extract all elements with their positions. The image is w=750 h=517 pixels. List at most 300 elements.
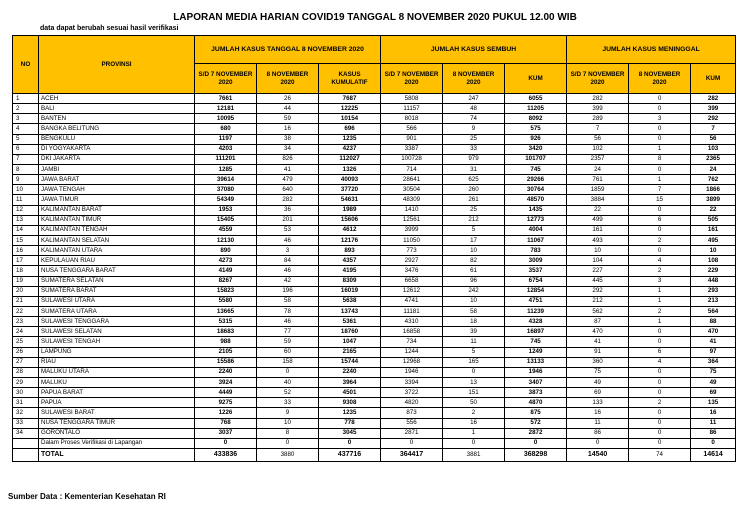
value-cell: 12176	[319, 235, 381, 245]
value-cell: 49	[567, 377, 629, 387]
value-cell: 3037	[195, 428, 257, 438]
value-cell: 640	[257, 185, 319, 195]
value-cell: 1859	[567, 185, 629, 195]
table-row	[13, 428, 736, 438]
total-row	[13, 448, 736, 461]
value-cell: 1249	[505, 347, 567, 357]
value-cell: 196	[257, 286, 319, 296]
header-sembuh-group: JUMLAH KASUS SEMBUH	[381, 36, 567, 64]
value-cell: 1244	[381, 347, 443, 357]
value-cell: 2	[629, 266, 691, 276]
value-cell: 25	[443, 205, 505, 215]
value-cell: 41	[691, 337, 736, 347]
value-cell: 2	[443, 408, 505, 418]
value-cell: 59	[257, 337, 319, 347]
header-kasus-today: 8 NOVEMBER 2020	[257, 64, 319, 94]
row-number-cell	[13, 438, 39, 448]
value-cell: 3476	[381, 266, 443, 276]
table-row	[13, 195, 736, 205]
value-cell: 261	[443, 195, 505, 205]
value-cell: 30504	[381, 185, 443, 195]
value-cell: 1946	[505, 367, 567, 377]
value-cell: 86	[691, 428, 736, 438]
province-name-cell: BENGKULU	[39, 134, 195, 144]
value-cell: 247	[443, 94, 505, 104]
value-cell: 773	[381, 246, 443, 256]
value-cell: 10	[443, 246, 505, 256]
value-cell: 783	[505, 246, 567, 256]
value-cell: 470	[567, 327, 629, 337]
value-cell: 2	[629, 398, 691, 408]
value-cell: 762	[691, 175, 736, 185]
value-cell: 18683	[195, 327, 257, 337]
value-cell: 97	[691, 347, 736, 357]
value-cell: 470	[691, 327, 736, 337]
value-cell: 5	[443, 347, 505, 357]
value-cell: 5361	[319, 317, 381, 327]
value-cell: 11181	[381, 306, 443, 316]
header-kasus-kum: KASUS KUMULATIF	[319, 64, 381, 94]
value-cell: 11	[567, 418, 629, 428]
value-cell: 4	[629, 256, 691, 266]
value-cell: 4357	[319, 256, 381, 266]
value-cell: 54349	[195, 195, 257, 205]
value-cell: 0	[443, 438, 505, 448]
value-cell: 15823	[195, 286, 257, 296]
total-sembuh-today: 3881	[443, 448, 505, 461]
value-cell: 165	[443, 357, 505, 367]
table-row	[13, 357, 736, 367]
value-cell: 12130	[195, 235, 257, 245]
value-cell: 2105	[195, 347, 257, 357]
row-number-cell: 6	[13, 144, 39, 154]
value-cell: 11067	[505, 235, 567, 245]
value-cell: 11050	[381, 235, 443, 245]
value-cell: 3537	[505, 266, 567, 276]
value-cell: 2240	[319, 367, 381, 377]
value-cell: 16	[443, 418, 505, 428]
value-cell: 33	[443, 144, 505, 154]
value-cell: 3045	[319, 428, 381, 438]
province-name-cell: KALIMANTAN TENGAH	[39, 225, 195, 235]
value-cell: 24	[691, 164, 736, 174]
value-cell: 745	[505, 337, 567, 347]
province-name-cell: PAPUA BARAT	[39, 388, 195, 398]
value-cell: 9275	[195, 398, 257, 408]
value-cell: 3999	[381, 225, 443, 235]
row-number-cell: 18	[13, 266, 39, 276]
province-name-cell: SULAWESI TENGGARA	[39, 317, 195, 327]
value-cell: 10	[567, 246, 629, 256]
value-cell: 7	[567, 124, 629, 134]
province-name-cell: ACEH	[39, 94, 195, 104]
covid-data-table	[12, 35, 736, 462]
value-cell: 17	[443, 235, 505, 245]
row-number-cell: 30	[13, 388, 39, 398]
value-cell: 493	[567, 235, 629, 245]
total-meninggal-kum: 14614	[691, 448, 736, 461]
verification-note: data dapat berubah sesuai hasil verifikasi	[40, 25, 179, 32]
row-number-cell: 17	[13, 256, 39, 266]
row-number-cell: 25	[13, 337, 39, 347]
value-cell: 41	[257, 164, 319, 174]
value-cell: 292	[567, 286, 629, 296]
header-kasus-group: JUMLAH KASUS TANGGAL 8 NOVEMBER 2020	[195, 36, 381, 64]
value-cell: 46	[257, 266, 319, 276]
province-name-cell: JAWA TENGAH	[39, 185, 195, 195]
row-number-cell: 4	[13, 124, 39, 134]
value-cell: 13	[443, 377, 505, 387]
value-cell: 4195	[319, 266, 381, 276]
value-cell: 445	[567, 276, 629, 286]
value-cell: 56	[567, 134, 629, 144]
value-cell: 161	[567, 225, 629, 235]
province-name-cell: BANTEN	[39, 114, 195, 124]
value-cell: 0	[629, 367, 691, 377]
row-number-cell: 33	[13, 418, 39, 428]
value-cell: 0	[629, 205, 691, 215]
value-cell: 44	[257, 104, 319, 114]
row-number-cell: 1	[13, 94, 39, 104]
value-cell: 5580	[195, 296, 257, 306]
province-name-cell: JAMBI	[39, 164, 195, 174]
value-cell: 3420	[505, 144, 567, 154]
row-number-cell: 21	[13, 296, 39, 306]
row-number-cell: 14	[13, 225, 39, 235]
header-sembuh-kum: KUM	[505, 64, 567, 94]
value-cell: 364	[691, 357, 736, 367]
total-kasus-today: 3880	[257, 448, 319, 461]
table-row	[13, 215, 736, 225]
province-name-cell: Dalam Proses Verifikasi di Lapangan	[39, 438, 195, 448]
table-row	[13, 154, 736, 164]
value-cell: 4741	[381, 296, 443, 306]
value-cell: 11157	[381, 104, 443, 114]
value-cell: 1326	[319, 164, 381, 174]
value-cell: 212	[443, 215, 505, 225]
value-cell: 4004	[505, 225, 567, 235]
row-number-cell: 10	[13, 185, 39, 195]
province-name-cell: SUMATERA UTARA	[39, 306, 195, 316]
value-cell: 0	[629, 428, 691, 438]
value-cell: 0	[629, 246, 691, 256]
province-name-cell: BALI	[39, 104, 195, 114]
province-name-cell: KEPULAUAN RIAU	[39, 256, 195, 266]
value-cell: 4310	[381, 317, 443, 327]
value-cell: 53	[257, 225, 319, 235]
value-cell: 0	[629, 134, 691, 144]
value-cell: 22	[567, 205, 629, 215]
value-cell: 0	[629, 388, 691, 398]
value-cell: 10	[257, 418, 319, 428]
value-cell: 6055	[505, 94, 567, 104]
value-cell: 58	[443, 306, 505, 316]
value-cell: 572	[505, 418, 567, 428]
value-cell: 4559	[195, 225, 257, 235]
value-cell: 102	[567, 144, 629, 154]
value-cell: 16	[257, 124, 319, 134]
value-cell: 4612	[319, 225, 381, 235]
value-cell: 4273	[195, 256, 257, 266]
row-number-cell: 19	[13, 276, 39, 286]
value-cell: 52	[257, 388, 319, 398]
row-number-cell: 24	[13, 327, 39, 337]
value-cell: 875	[505, 408, 567, 418]
value-cell: 575	[505, 124, 567, 134]
value-cell: 213	[691, 296, 736, 306]
value-cell: 0	[629, 164, 691, 174]
value-cell: 0	[505, 438, 567, 448]
row-number-cell: 15	[13, 235, 39, 245]
value-cell: 158	[257, 357, 319, 367]
value-cell: 37080	[195, 185, 257, 195]
value-cell: 88	[691, 317, 736, 327]
value-cell: 212	[567, 296, 629, 306]
value-cell: 0	[629, 327, 691, 337]
province-name-cell: JAWA TIMUR	[39, 195, 195, 205]
table-row	[13, 104, 736, 114]
province-name-cell: DKI JAKARTA	[39, 154, 195, 164]
value-cell: 48309	[381, 195, 443, 205]
table-row	[13, 317, 736, 327]
row-number-cell: 8	[13, 164, 39, 174]
value-cell: 8309	[319, 276, 381, 286]
province-name-cell: KALIMANTAN BARAT	[39, 205, 195, 215]
table-row	[13, 246, 736, 256]
value-cell: 13743	[319, 306, 381, 316]
value-cell: 12181	[195, 104, 257, 114]
table-row	[13, 266, 736, 276]
value-cell: 33	[257, 398, 319, 408]
value-cell: 479	[257, 175, 319, 185]
value-cell: 0	[381, 438, 443, 448]
header-sembuh-today: 8 NOVEMBER 2020	[443, 64, 505, 94]
value-cell: 0	[629, 124, 691, 134]
value-cell: 96	[443, 276, 505, 286]
value-cell: 0	[629, 225, 691, 235]
row-number-cell: 28	[13, 367, 39, 377]
value-cell: 22	[691, 205, 736, 215]
value-cell: 37720	[319, 185, 381, 195]
province-name-cell: SULAWESI UTARA	[39, 296, 195, 306]
row-number-cell: 34	[13, 428, 39, 438]
row-number-cell: 23	[13, 317, 39, 327]
value-cell: 4328	[505, 317, 567, 327]
value-cell: 289	[567, 114, 629, 124]
province-name-cell: SUMATERA BARAT	[39, 286, 195, 296]
value-cell: 0	[443, 367, 505, 377]
value-cell: 4751	[505, 296, 567, 306]
value-cell: 69	[567, 388, 629, 398]
value-cell: 108	[691, 256, 736, 266]
header-kasus-sd: S/D 7 NOVEMBER 2020	[195, 64, 257, 94]
province-name-cell: MALUKU	[39, 377, 195, 387]
value-cell: 6	[629, 215, 691, 225]
source-note: Sumber Data : Kementerian Kesehatan RI	[8, 492, 166, 501]
value-cell: 15586	[195, 357, 257, 367]
value-cell: 495	[691, 235, 736, 245]
value-cell: 26	[257, 94, 319, 104]
value-cell: 1	[629, 144, 691, 154]
value-cell: 0	[629, 418, 691, 428]
value-cell: 15744	[319, 357, 381, 367]
province-name-cell: KALIMANTAN SELATAN	[39, 235, 195, 245]
value-cell: 2	[629, 235, 691, 245]
value-cell: 36	[257, 205, 319, 215]
value-cell: 84	[257, 256, 319, 266]
value-cell: 1	[629, 286, 691, 296]
value-cell: 91	[567, 347, 629, 357]
value-cell: 4237	[319, 144, 381, 154]
value-cell: 13665	[195, 306, 257, 316]
value-cell: 16	[691, 408, 736, 418]
value-cell: 8267	[195, 276, 257, 286]
value-cell: 42	[257, 276, 319, 286]
value-cell: 2871	[381, 428, 443, 438]
value-cell: 77	[257, 327, 319, 337]
row-number-cell: 12	[13, 205, 39, 215]
value-cell: 2	[629, 306, 691, 316]
value-cell: 12561	[381, 215, 443, 225]
value-cell: 112027	[319, 154, 381, 164]
table-row	[13, 398, 736, 408]
value-cell: 10	[691, 246, 736, 256]
value-cell: 282	[691, 94, 736, 104]
value-cell: 0	[257, 367, 319, 377]
header-meninggal-kum: KUM	[691, 64, 736, 94]
table-row	[13, 185, 736, 195]
value-cell: 0	[629, 337, 691, 347]
value-cell: 499	[567, 215, 629, 225]
value-cell: 0	[257, 438, 319, 448]
value-cell: 11	[691, 418, 736, 428]
total-meninggal-today: 74	[629, 448, 691, 461]
value-cell: 566	[381, 124, 443, 134]
value-cell: 3407	[505, 377, 567, 387]
header-no: NO	[13, 36, 39, 94]
value-cell: 745	[505, 164, 567, 174]
value-cell: 101707	[505, 154, 567, 164]
total-sembuh-sd: 364417	[381, 448, 443, 461]
value-cell: 6754	[505, 276, 567, 286]
value-cell: 6	[629, 347, 691, 357]
value-cell: 696	[319, 124, 381, 134]
table-row	[13, 114, 736, 124]
value-cell: 292	[691, 114, 736, 124]
table-row	[13, 306, 736, 316]
value-cell: 58	[257, 296, 319, 306]
value-cell: 78	[257, 306, 319, 316]
value-cell: 10154	[319, 114, 381, 124]
province-name-cell: LAMPUNG	[39, 347, 195, 357]
value-cell: 46	[257, 235, 319, 245]
value-cell: 3	[629, 114, 691, 124]
table-row	[13, 205, 736, 215]
province-name-cell: MALUKU UTARA	[39, 367, 195, 377]
value-cell: 8	[257, 428, 319, 438]
row-number-cell: 16	[13, 246, 39, 256]
table-row	[13, 377, 736, 387]
table-row	[13, 134, 736, 144]
value-cell: 5638	[319, 296, 381, 306]
value-cell: 360	[567, 357, 629, 367]
province-name-cell: KALIMANTAN UTARA	[39, 246, 195, 256]
value-cell: 1235	[319, 408, 381, 418]
value-cell: 4870	[505, 398, 567, 408]
value-cell: 4501	[319, 388, 381, 398]
table-row	[13, 144, 736, 154]
table-row	[13, 94, 736, 104]
province-name-cell: PAPUA	[39, 398, 195, 408]
value-cell: 29266	[505, 175, 567, 185]
value-cell: 768	[195, 418, 257, 428]
value-cell: 16858	[381, 327, 443, 337]
value-cell: 46	[257, 317, 319, 327]
row-number-cell: 7	[13, 154, 39, 164]
value-cell: 890	[195, 246, 257, 256]
value-cell: 5	[443, 225, 505, 235]
table-row	[13, 286, 736, 296]
province-name-cell: SUMATERA SELATAN	[39, 276, 195, 286]
table-row	[13, 276, 736, 286]
value-cell: 54631	[319, 195, 381, 205]
value-cell: 15	[629, 195, 691, 205]
value-cell: 1	[629, 296, 691, 306]
value-cell: 680	[195, 124, 257, 134]
total-sembuh-kum: 368298	[505, 448, 567, 461]
table-row	[13, 164, 736, 174]
row-number-cell: 32	[13, 408, 39, 418]
value-cell: 41	[567, 337, 629, 347]
value-cell: 11	[443, 337, 505, 347]
value-cell: 18760	[319, 327, 381, 337]
value-cell: 7	[629, 185, 691, 195]
value-cell: 1197	[195, 134, 257, 144]
value-cell: 1047	[319, 337, 381, 347]
value-cell: 15606	[319, 215, 381, 225]
value-cell: 38	[257, 134, 319, 144]
value-cell: 12968	[381, 357, 443, 367]
value-cell: 104	[567, 256, 629, 266]
row-number-cell: 5	[13, 134, 39, 144]
value-cell: 8018	[381, 114, 443, 124]
province-name-cell: JAWA BARAT	[39, 175, 195, 185]
value-cell: 0	[629, 377, 691, 387]
value-cell: 0	[629, 104, 691, 114]
value-cell: 3884	[567, 195, 629, 205]
value-cell: 48570	[505, 195, 567, 205]
value-cell: 16	[567, 408, 629, 418]
province-name-cell: NUSA TENGGARA BARAT	[39, 266, 195, 276]
value-cell: 69	[691, 388, 736, 398]
row-number-cell: 9	[13, 175, 39, 185]
province-name-cell: GORONTALO	[39, 428, 195, 438]
report-title: LAPORAN MEDIA HARIAN COVID19 TANGGAL 8 NOVEMBER 2020 PUKUL 12.00 WIB	[173, 12, 577, 23]
total-no-cell	[13, 448, 39, 461]
value-cell: 901	[381, 134, 443, 144]
province-name-cell: RIAU	[39, 357, 195, 367]
header-meninggal-sd: S/D 7 NOVEMBER 2020	[567, 64, 629, 94]
table-row	[13, 124, 736, 134]
header-provinsi: PROVINSI	[39, 36, 195, 94]
value-cell: 3924	[195, 377, 257, 387]
value-cell: 151	[443, 388, 505, 398]
value-cell: 1866	[691, 185, 736, 195]
table-row	[13, 175, 736, 185]
value-cell: 399	[567, 104, 629, 114]
value-cell: 60	[257, 347, 319, 357]
table-row	[13, 347, 736, 357]
